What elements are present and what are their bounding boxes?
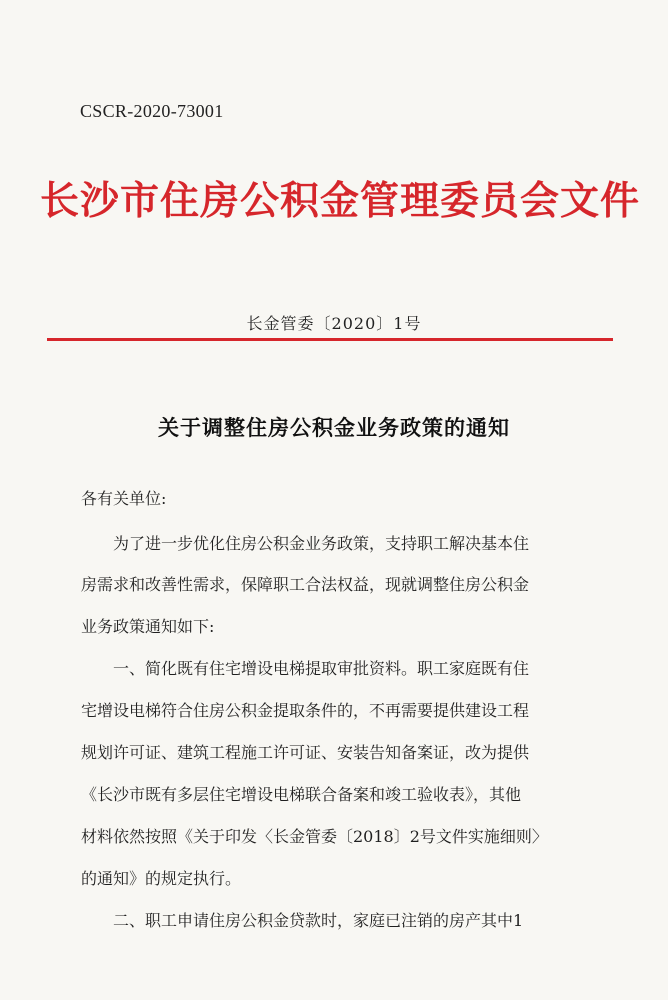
red-divider-line bbox=[47, 338, 613, 341]
body-line-8: 材料依然按照《关于印发〈长金管委〔2018〕2号文件实施细则〉 bbox=[81, 827, 548, 846]
body-line-10: 二、职工申请住房公积金贷款时，家庭已注销的房产其中1 bbox=[81, 911, 524, 930]
body-line-1: 为了进一步优化住房公积金业务政策，支持职工解决基本住 bbox=[81, 534, 530, 553]
masthead-title: 长沙市住房公积金管理委员会文件 bbox=[40, 178, 641, 224]
body-line-6: 规划许可证、建筑工程施工许可证、安装告知备案证，改为提供 bbox=[81, 743, 530, 762]
body-line-5: 宅增设电梯符合住房公积金提取条件的，不再需要提供建设工程 bbox=[81, 701, 530, 720]
body-line-7: 《长沙市既有多层住宅增设电梯联合备案和竣工验收表》，其他 bbox=[81, 785, 522, 804]
notice-title: 关于调整住房公积金业务政策的通知 bbox=[158, 415, 510, 440]
salutation: 各有关单位: bbox=[81, 489, 167, 508]
document-number: 长金管委〔2020〕1号 bbox=[246, 314, 422, 333]
body-line-3: 业务政策通知如下: bbox=[81, 617, 215, 636]
body-line-4: 一、简化既有住宅增设电梯提取审批资料。职工家庭既有住 bbox=[81, 659, 530, 678]
body-line-9: 的通知》的规定执行。 bbox=[81, 869, 242, 888]
body-line-2: 房需求和改善性需求，保障职工合法权益，现就调整住房公积金 bbox=[81, 575, 530, 594]
document-code: CSCR-2020-73001 bbox=[80, 101, 224, 121]
